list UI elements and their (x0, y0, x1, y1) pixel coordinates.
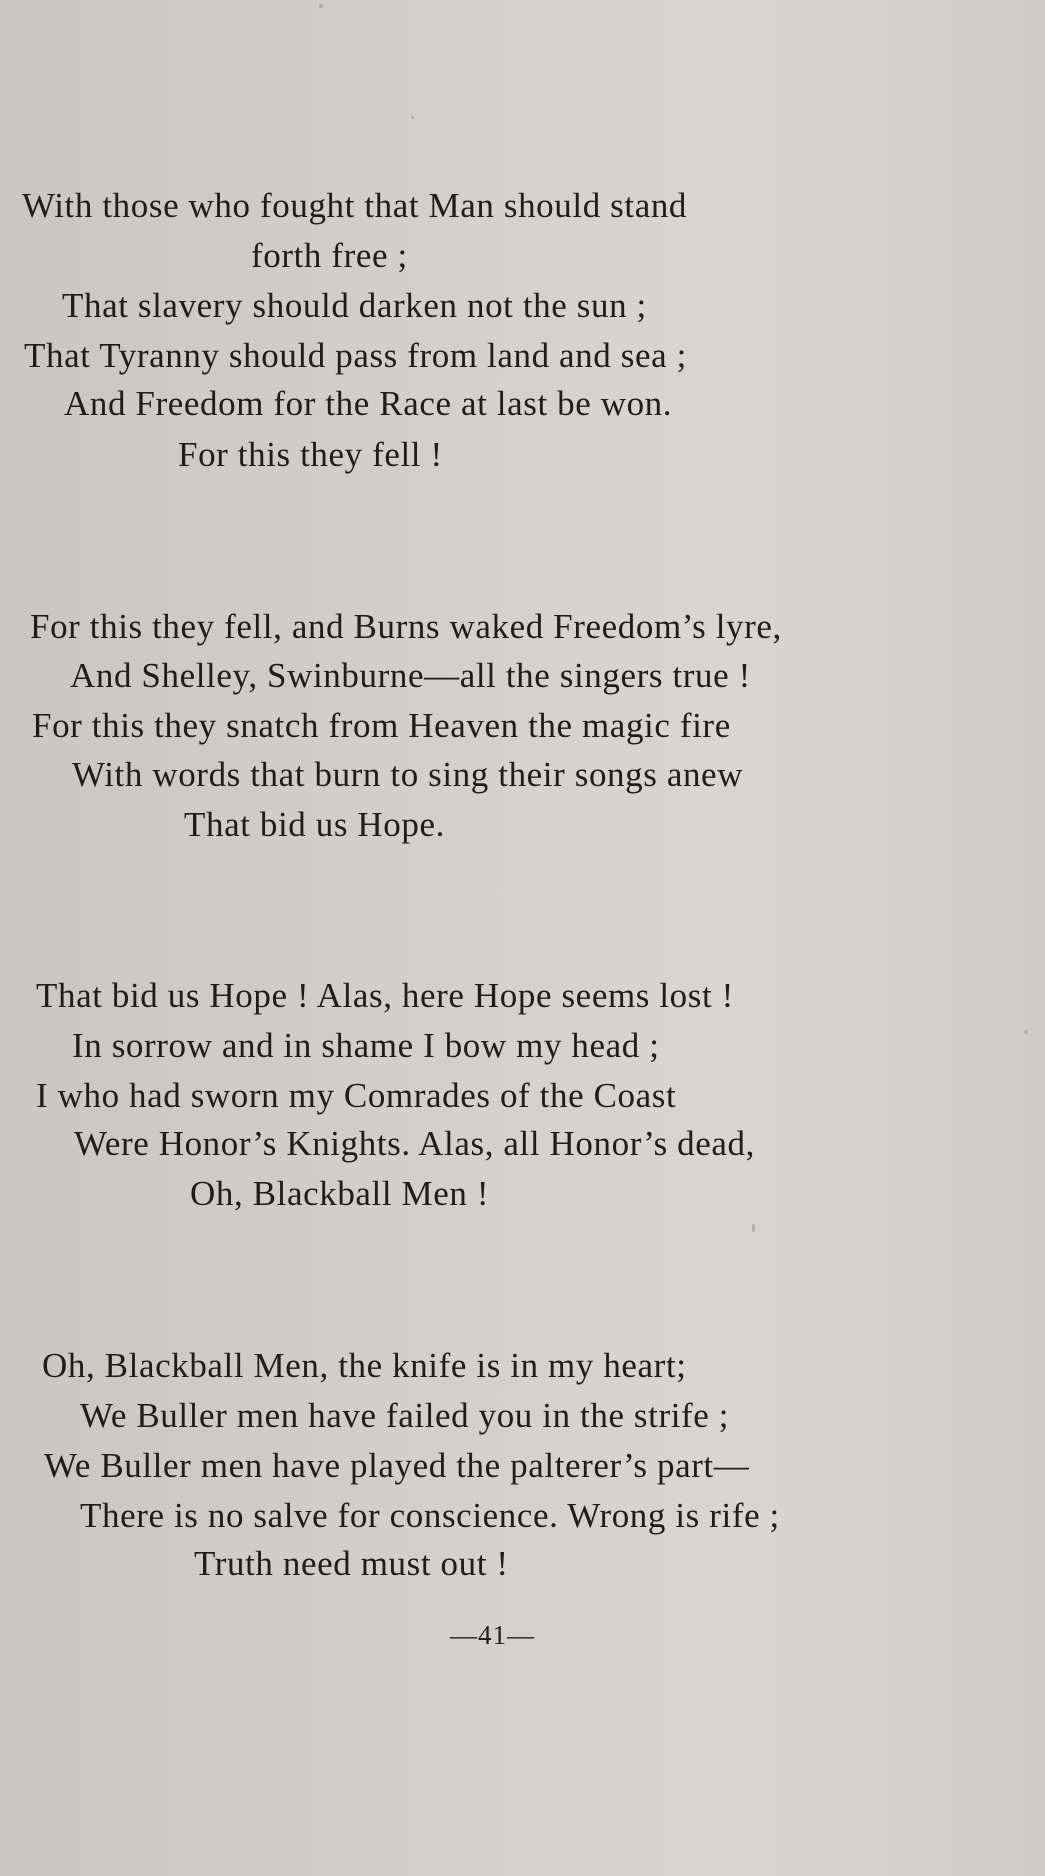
poem-line: We Buller men have played the palterer’s part— (44, 1446, 750, 1485)
paper-speck (752, 1224, 755, 1232)
paper-speck (1024, 1030, 1028, 1034)
poem-line: We Buller men have failed you in the strife ; (80, 1396, 730, 1435)
poem-line: That bid us Hope. (184, 805, 445, 844)
poem-line: And Shelley, Swinburne—all the singers true ! (70, 656, 751, 695)
poem-line: That slavery should darken not the sun ; (62, 286, 647, 325)
poem-line: Were Honor’s Knights. Alas, all Honor’s dead, (74, 1124, 755, 1163)
poem-line: And Freedom for the Race at last be won. (64, 384, 673, 423)
poem-line: For this they fell, and Burns waked Freedom’s lyre, (30, 607, 782, 646)
poem-line: With those who fought that Man should stand (22, 186, 688, 225)
poem-line: forth free ; (251, 236, 408, 275)
paper-speck (319, 4, 323, 8)
poem-line: That bid us Hope ! Alas, here Hope seems lost ! (36, 976, 734, 1015)
poem-line: Oh, Blackball Men, the knife is in my heart; (42, 1346, 687, 1385)
poem-line: For this they snatch from Heaven the magic fire (32, 706, 731, 745)
page-number: —41— (450, 1620, 535, 1650)
poem-line: I who had sworn my Comrades of the Coast (36, 1076, 677, 1115)
poem-line: In sorrow and in shame I bow my head ; (72, 1026, 660, 1065)
poem-line: For this they fell ! (178, 435, 443, 474)
paper-speck (411, 116, 414, 119)
poem-line: That Tyranny should pass from land and sea ; (24, 336, 687, 375)
poem-line: There is no salve for conscience. Wrong is rife ; (80, 1496, 780, 1535)
poem-line: Oh, Blackball Men ! (190, 1174, 490, 1213)
poem-line: With words that burn to sing their songs anew (72, 755, 744, 794)
poem-line: Truth need must out ! (194, 1544, 509, 1583)
